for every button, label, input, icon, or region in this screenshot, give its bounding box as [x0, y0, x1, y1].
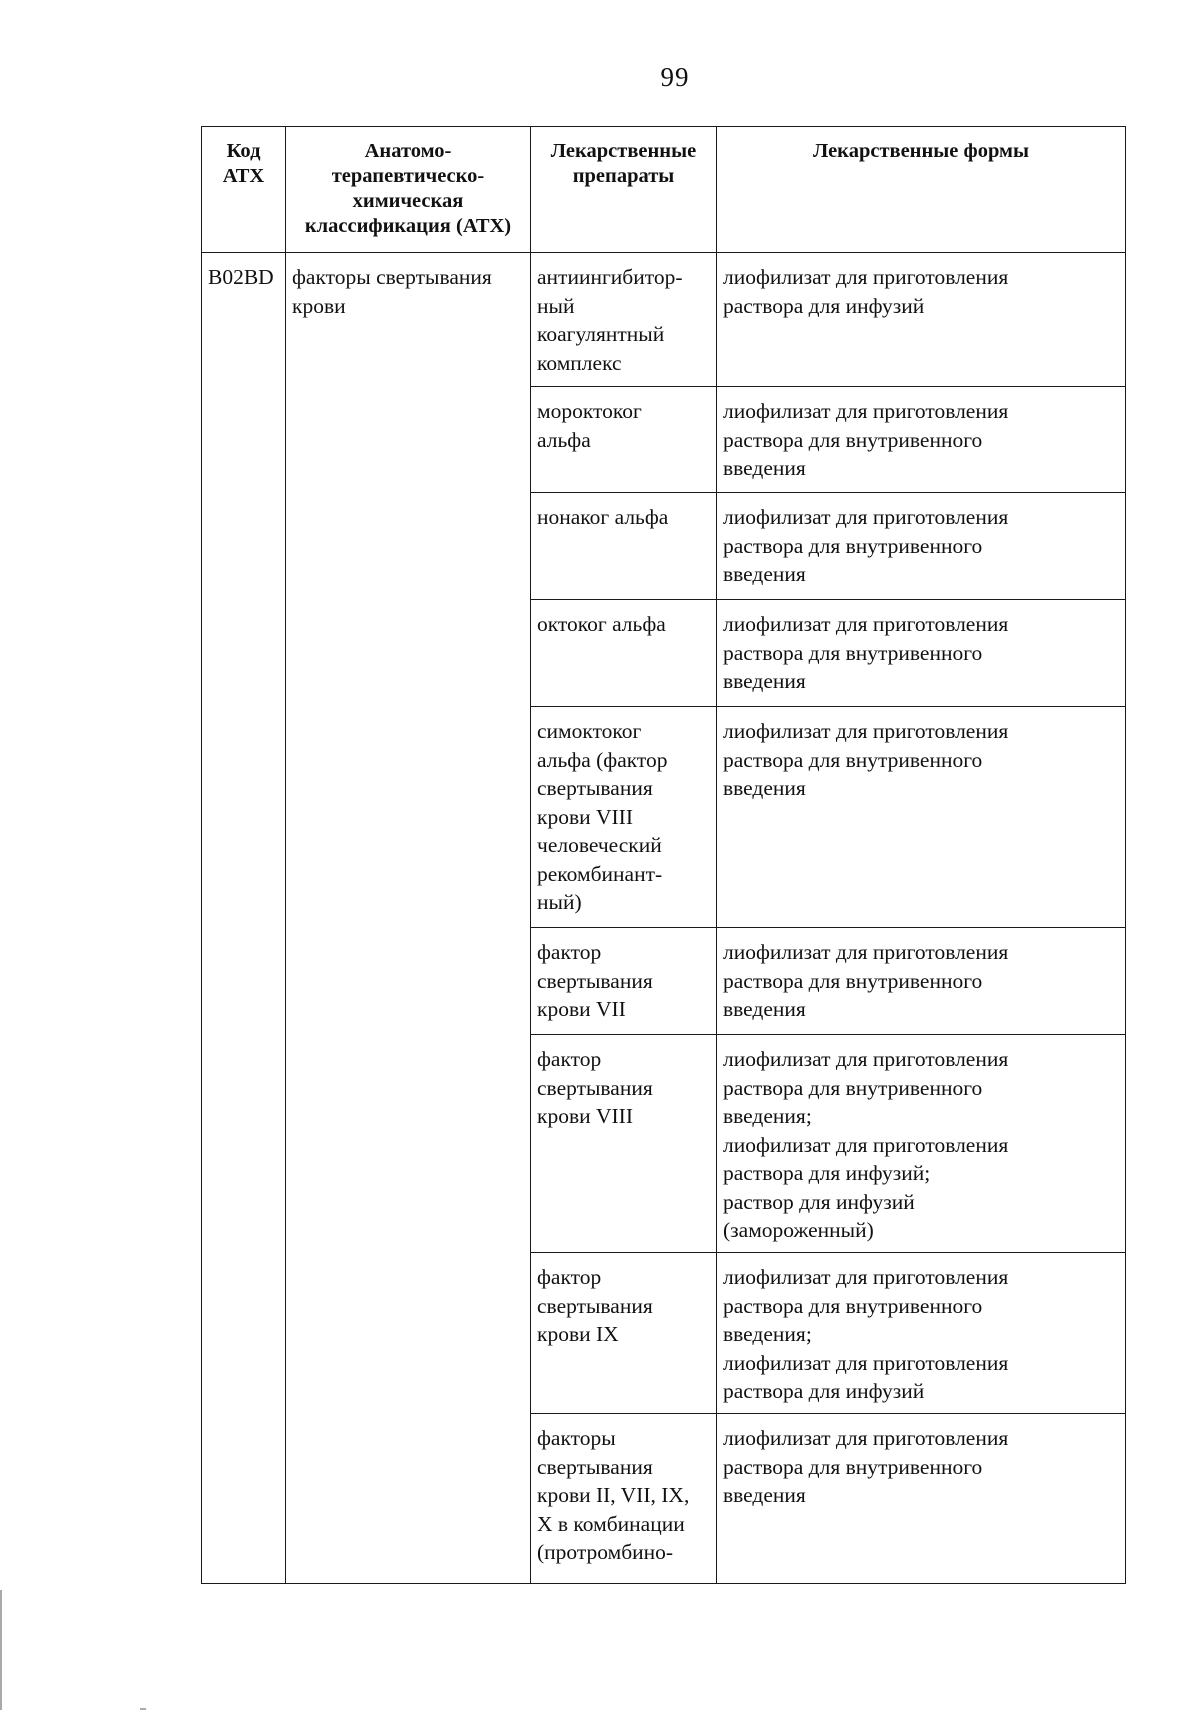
header-drugs: Лекарственные препараты	[531, 127, 717, 253]
page-number: 99	[660, 62, 690, 92]
scan-edge-mark	[140, 1708, 146, 1710]
header-code: Код АТХ	[202, 127, 286, 253]
atc-code-cell: B02BD	[202, 253, 286, 1584]
drug-cell: фактор свертывания крови IX	[531, 1253, 717, 1414]
drug-table	[201, 126, 1126, 1584]
form-cell: лиофилизат для приготовления раствора для внутривенного введения	[717, 387, 1126, 493]
form-cell: лиофилизат для приготовления раствора для внутривенного введения	[717, 1414, 1126, 1584]
form-cell: лиофилизат для приготовления раствора для внутривенного введения	[717, 493, 1126, 600]
table-header	[202, 127, 1126, 253]
header-classification: Анатомо- терапевтическо- химическая классификация (АТХ)	[286, 127, 531, 253]
form-cell: лиофилизат для приготовления раствора для внутривенного введения; лиофилизат для приготовления раствора для инфузий; раствор для инфузий (замороженный)	[717, 1035, 1126, 1253]
table-body	[202, 253, 1126, 1584]
drug-cell: факторы свертывания крови II, VII, IX, X в комбинации (протромбино-	[531, 1414, 717, 1584]
form-cell: лиофилизат для приготовления раствора для внутривенного введения	[717, 707, 1126, 928]
scan-edge-mark	[0, 1590, 2, 1710]
form-cell: лиофилизат для приготовления раствора для инфузий	[717, 253, 1126, 387]
drug-cell: мороктоког альфа	[531, 387, 717, 493]
header-forms: Лекарственные формы	[717, 127, 1126, 253]
drug-cell: симоктоког альфа (фактор свертывания крови VIII человеческий рекомбинант- ный)	[531, 707, 717, 928]
form-cell: лиофилизат для приготовления раствора для внутривенного введения	[717, 600, 1126, 707]
drug-cell: октоког альфа	[531, 600, 717, 707]
atc-classification-cell: факторы свертывания крови	[286, 253, 531, 1584]
form-cell: лиофилизат для приготовления раствора для внутривенного введения	[717, 928, 1126, 1035]
table-row	[202, 253, 1126, 387]
drug-cell: антиингибитор- ный коагулянтный комплекс	[531, 253, 717, 387]
drug-cell: фактор свертывания крови VII	[531, 928, 717, 1035]
drug-cell: нонаког альфа	[531, 493, 717, 600]
form-cell: лиофилизат для приготовления раствора для внутривенного введения; лиофилизат для приготовления раствора для инфузий	[717, 1253, 1126, 1414]
drug-cell: фактор свертывания крови VIII	[531, 1035, 717, 1253]
